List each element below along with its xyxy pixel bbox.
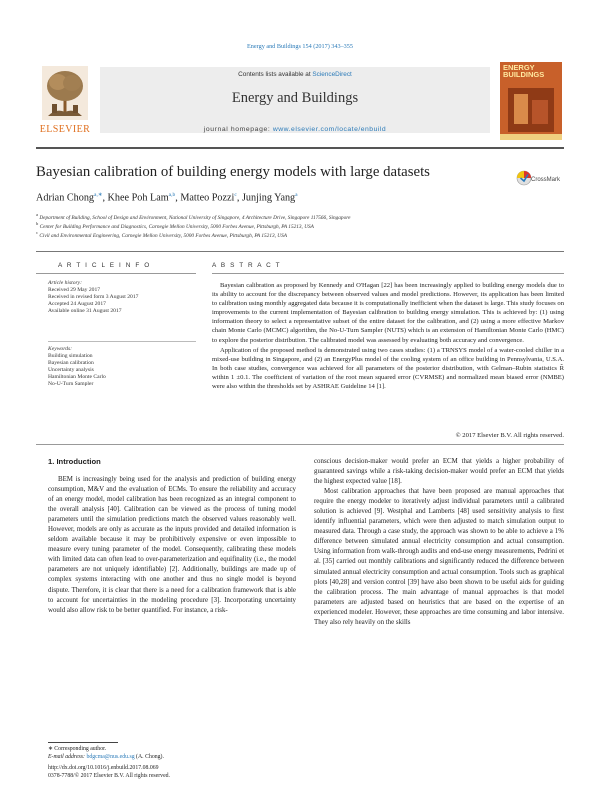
- abstract-copyright: © 2017 Elsevier B.V. All rights reserved.: [455, 432, 564, 439]
- body-column-left: [48, 475, 296, 616]
- contents-prefix: Contents lists available at: [238, 71, 313, 78]
- doi-link[interactable]: http://dx.doi.org/10.1016/j.enbuild.2017.08.069: [48, 765, 159, 771]
- body-paragraph: conscious decision-maker would prefer an ECM that yields a higher probability of guaranteed savings while a risk-taking decision-maker would prefer an ECM that yields the highest expected value [18].: [314, 458, 564, 486]
- abstract-paragraph: Application of the proposed method is demonstrated using two cases studies: (1) a TRNSYS model of a water-cooled chiller in a mixed-use building in Singapore, and (2) an EnergyPlus model of the cooling system of an office building in Pennsylvania, U.S.A. In both case studies, convergence was achieved for all parameters of the posterior distribution, with Gelman–Rubin statistics R̂ within 1 ±0.1. The coefficient of variation of the root mean squared error (CVRMSE) and normalized mean biased error (NMBE) were also within the thresholds set by ASHRAE Guideline 14 [1].: [212, 346, 564, 391]
- history-item: Received 29 May 2017: [48, 287, 101, 293]
- introduction-heading: 1. Introduction: [48, 457, 101, 466]
- header-rule: [36, 147, 564, 149]
- abstract-rule: [212, 273, 564, 274]
- author-name[interactable]: Matteo Pozzi: [180, 192, 235, 204]
- email-link[interactable]: bdgcma@nus.edu.sg: [86, 754, 135, 760]
- author-affiliation-marker[interactable]: c: [234, 192, 237, 198]
- affiliation-marker: c: [36, 230, 38, 235]
- affiliation-text: Center for Building Performance and Diagnostics, Carnegie Mellon University, 5000 Forbes Avenue, Pittsburgh, PA 15213, USA: [39, 223, 314, 230]
- section-divider: [36, 251, 564, 252]
- keyword: Bayesian calibration: [48, 360, 94, 366]
- author-separator: ,: [175, 192, 181, 204]
- email-suffix: (A. Chong).: [134, 754, 164, 760]
- keyword: Hamiltonian Monte Carlo: [48, 374, 106, 380]
- history-item: Available online 31 August 2017: [48, 308, 122, 314]
- journal-cover-thumbnail[interactable]: [500, 62, 562, 140]
- cover-art-icon: [500, 82, 562, 140]
- abstract-heading: A B S T R A C T: [212, 262, 282, 269]
- elsevier-wordmark: ELSEVIER: [39, 124, 91, 135]
- author-name[interactable]: Khee Poh Lam: [107, 192, 169, 204]
- keyword: Building simulation: [48, 353, 93, 359]
- keywords-rule: [48, 341, 196, 342]
- affiliation-c: [36, 230, 556, 239]
- abstract-body: [212, 281, 564, 391]
- affiliation-marker: a: [36, 212, 38, 217]
- body-column-right: [314, 457, 564, 628]
- history-item: Received in revised form 3 August 2017: [48, 294, 139, 300]
- sciencedirect-link[interactable]: ScienceDirect: [312, 71, 352, 78]
- homepage-line: [100, 126, 490, 133]
- cover-title: ENERGY BUILDINGS: [503, 63, 545, 79]
- corresponding-author-note: ∗ Corresponding author.: [48, 746, 107, 752]
- affiliation-b: [36, 221, 556, 230]
- footnote-rule: [48, 742, 118, 743]
- affiliation-text: Civil and Environmental Engineering, Carnegie Mellon University, 5000 Forbes Avenue, Pittsburgh, PA 15213, USA: [39, 232, 287, 239]
- affiliation-text: Department of Building, School of Design and Environment, National University of Singapore, 4 Architecture Drive, Singapore 117566, Singapore: [39, 214, 351, 221]
- email-label: E-mail address:: [48, 754, 87, 760]
- journal-name: Energy and Buildings: [231, 90, 359, 106]
- author-name[interactable]: Adrian Chong: [36, 192, 95, 204]
- email-footnote: [48, 753, 298, 761]
- author-affiliation-marker[interactable]: a: [295, 192, 298, 198]
- author-affiliation-marker[interactable]: a,∗: [94, 192, 103, 198]
- contents-line: [100, 71, 490, 78]
- section-divider: [36, 444, 564, 445]
- keyword: Uncertainty analysis: [48, 367, 94, 373]
- history-label: Article history:: [48, 280, 83, 286]
- affiliation-a: [36, 212, 556, 221]
- abstract-paragraph: Bayesian calibration as proposed by Kennedy and O'Hagan [22] has been increasingly applied to building energy models due to its ability to account for the discrepancy between observed values and model predictions. However, its application has been limited to calibration using monthly aggregated data because it is computationally inefficient when the dataset is large. This study focuses on improvements to the current implementation of Bayesian calibration to building energy simulation. This is achieved by: (1) using information theory to select a representative subset of the entire dataset for the calibration, and (2) using a more effective Markov chain Monte Carlo (MCMC) algorithm, the No-U-Turn Sampler (NUTS) which is an extension of Hamiltonian Monte Carlo (HMC) to explore the posterior distribution. The calibrated model was assessed by evaluating both accuracy and convergence.: [212, 282, 564, 344]
- author-separator: ,: [102, 192, 108, 204]
- article-info-rule: [36, 273, 196, 274]
- homepage-link[interactable]: www.elsevier.com/locate/enbuild: [272, 126, 387, 133]
- author-affiliation-marker[interactable]: a,b: [168, 192, 176, 198]
- affiliation-marker: b: [36, 221, 39, 226]
- article-title: Bayesian calibration of building energy models with large datasets: [36, 164, 430, 180]
- history-item: Accepted 24 August 2017: [48, 301, 106, 307]
- homepage-label: journal homepage:: [203, 126, 273, 133]
- keywords-label: Keywords:: [48, 346, 73, 352]
- author-separator: ,: [236, 192, 242, 204]
- crossmark-label: CrossMark: [531, 177, 561, 183]
- body-paragraph: BEM is increasingly being used for the analysis and prediction of building energy consumption, M&V and the evaluation of ECMs. To ensure the reliability and accuracy of an energy model, model calibration has been recognized as an integral component to the overall analysis [40]. Calibration can be viewed as the process of tuning model parameters until the simulation predictions match the observed values reasonably well. However, models are only as accurate as the inputs provided and detailed information is seldom available because it may be prohibitively expensive or even impossible to measure every tuning parameter of the model. Consequently, calibrating these models with limited data can often lead to over-parameterization and equifinality (i.e., the model parameters are not uniquely identifiable) [2]. Additionally, buildings are made up of complex systems interacting with one another and thus no single model is beyond dispute. Therefore, it is clear that there is a need for a calibration framework that is able to account for uncertainties in the modeling procedure [3]. Incorporating uncertainty would also allow risk to be better quantified. For instance, a risk-: [48, 476, 296, 614]
- article-info-heading: A R T I C L E I N F O: [58, 262, 151, 269]
- author-list: [36, 192, 556, 203]
- journal-citation-link[interactable]: Energy and Buildings 154 (2017) 343–355: [247, 43, 353, 50]
- author-name[interactable]: Junjing Yang: [241, 192, 296, 204]
- issn-line: 0378-7788/© 2017 Elsevier B.V. All rights reserved.: [48, 773, 170, 779]
- keyword: No-U-Turn Sampler: [48, 381, 94, 387]
- body-paragraph: Most calibration approaches that have been proposed are manual approaches that require the energy modeler to iteratively adjust individual parameters until a calibrated solution is achieved [9]. Westphal and Lamberts [48] used sensitivity analysis to first identify influential parameters, which were then adjusted to match simulation output to measured data. Through a case study, the approach was shown to be able to achieve a 1% difference between simulated annual electricity consumption and actual consumption. Using information from walk-through audits and end-use energy measurements, Pedrini et al. [35] carried out monthly calibrations and significantly reduced the difference between simulated annual electricity consumption and actual consumption. Tools such as graphical plots [40,28] and version control [39] have also been shown to be useful aids for guiding the calibration process. The main advantage of manual approaches is that model parameters are adjusted based on heuristics that are based on the expertise of an experienced modeler. However, these approaches are time consuming and labor intensive. They also rely heavily on the skills: [314, 488, 564, 626]
